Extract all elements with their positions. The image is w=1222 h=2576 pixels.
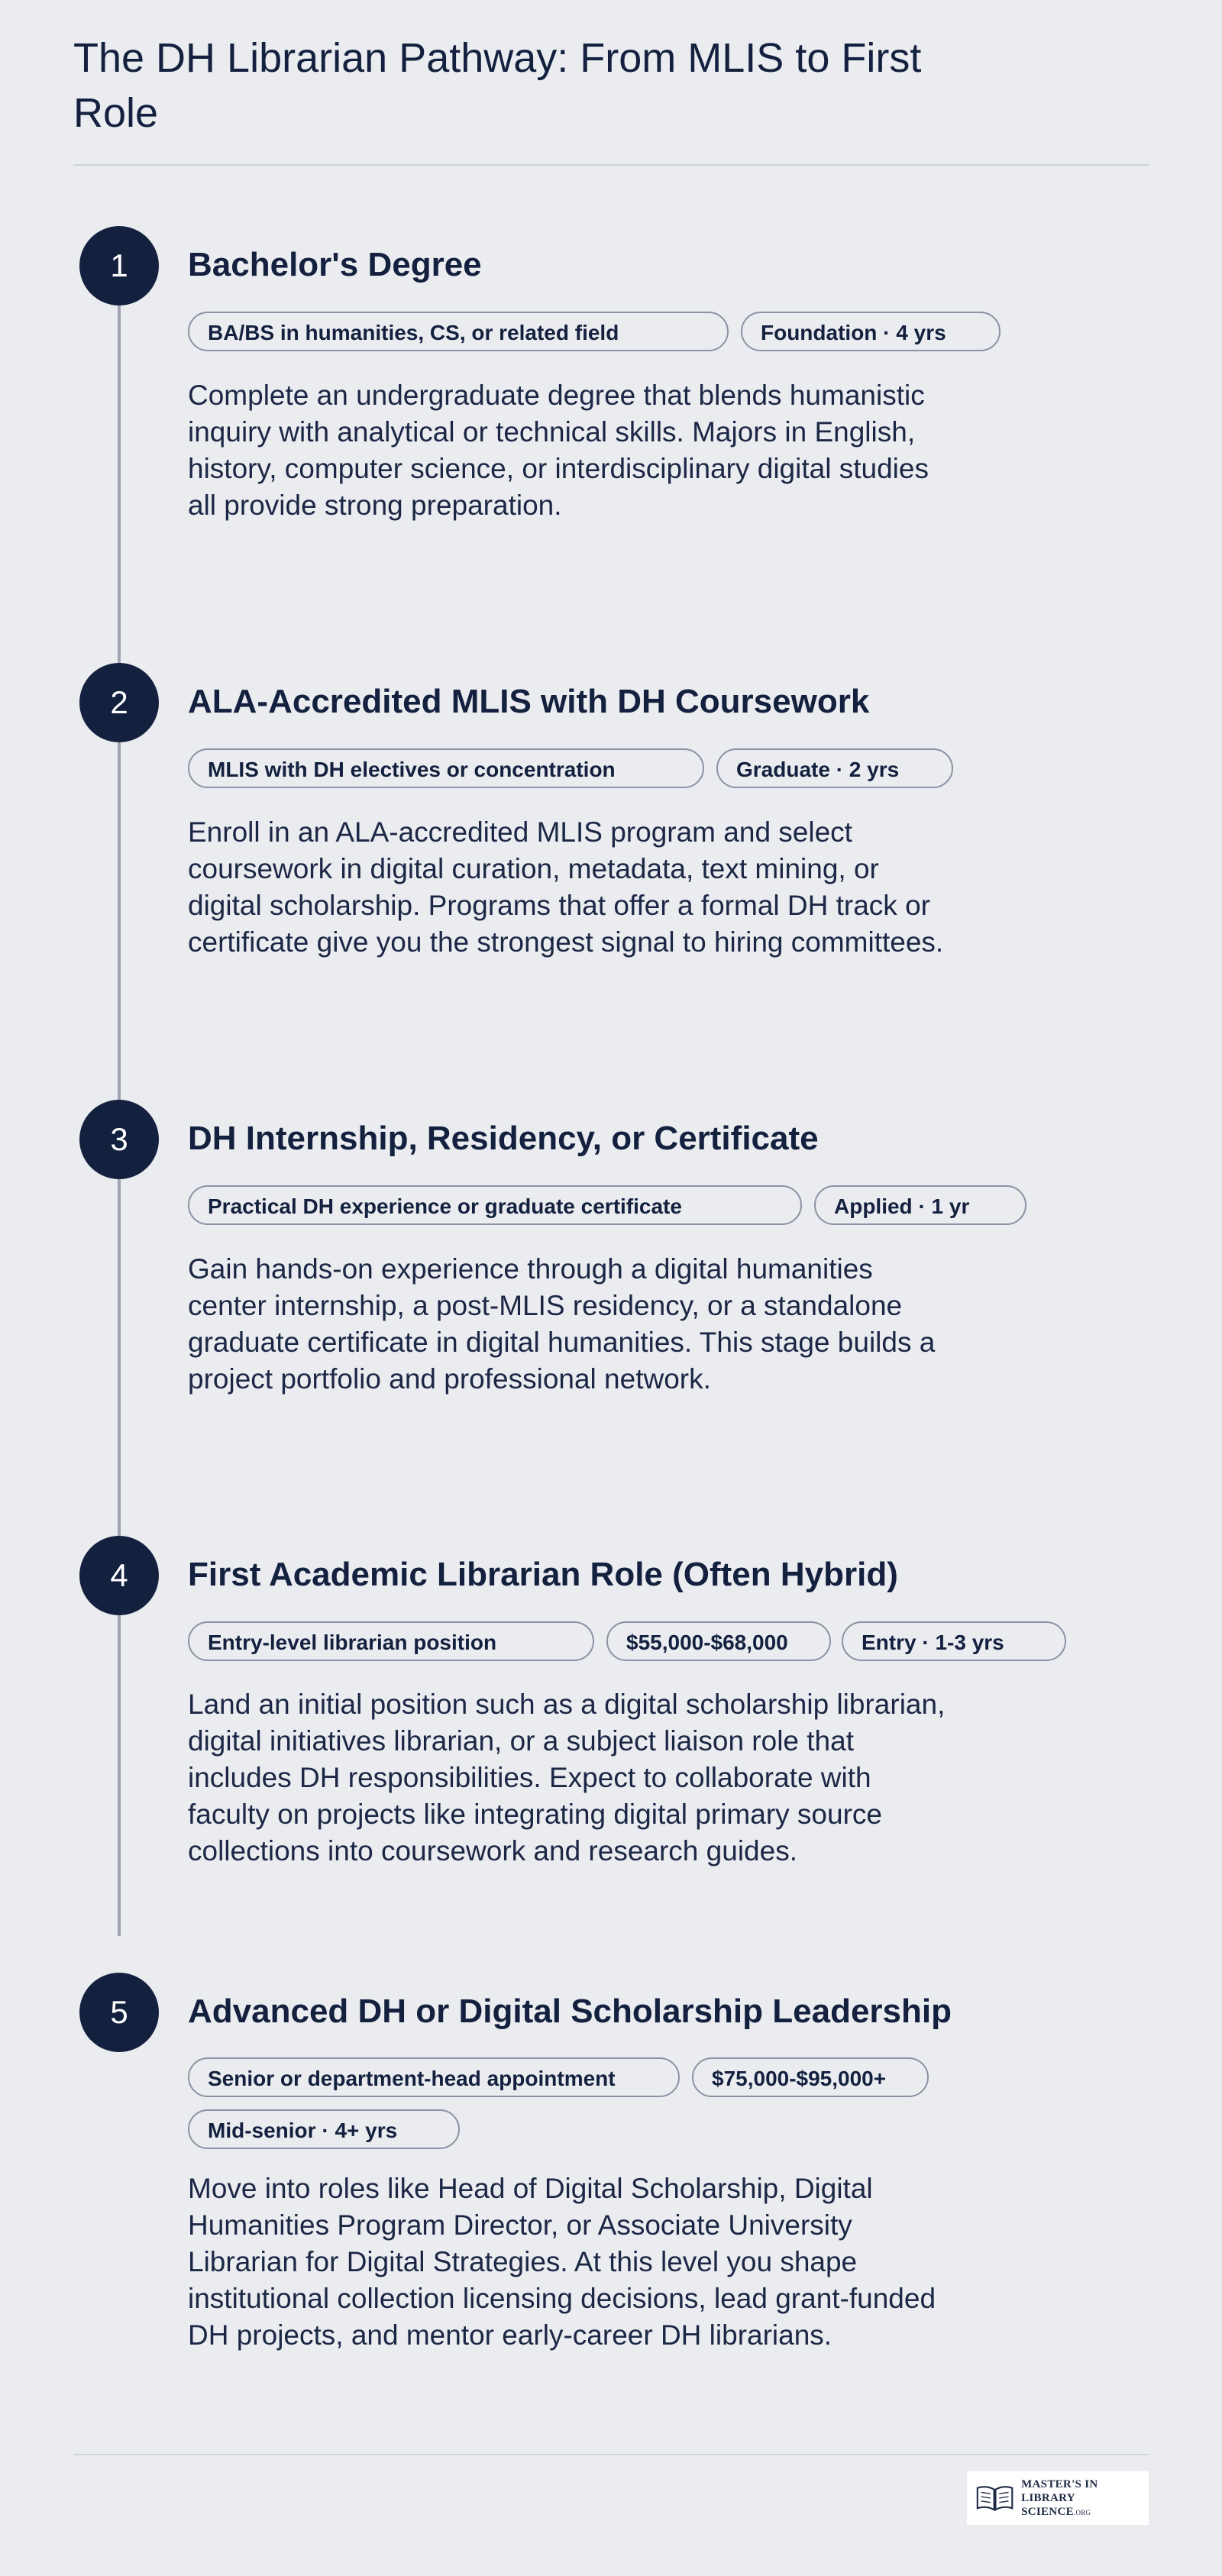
step-number-badge: 2 bbox=[79, 663, 159, 742]
tag-level: MLIS with DH electives or concentration bbox=[188, 748, 704, 788]
step-number-badge: 4 bbox=[79, 1536, 159, 1615]
tag-stage: Graduate · 2 yrs bbox=[716, 748, 953, 788]
step-description: Gain hands-on experience through a digital humanities center internship, a post-MLIS residency, or a standalone graduate certificate in digital humanities. This stage builds a project portfolio and professional network. bbox=[188, 1253, 936, 1395]
site-logo bbox=[967, 2471, 1149, 2525]
tag-stage: Applied · 1 yr bbox=[814, 1185, 1026, 1225]
step-title: DH Internship, Residency, or Certificate bbox=[188, 1120, 819, 1157]
logo-line-2: LIBRARY SCIENCE bbox=[1021, 2491, 1075, 2518]
step-title: Bachelor's Degree bbox=[188, 246, 482, 283]
tag-level: Senior or department-head appointment bbox=[188, 2057, 680, 2097]
logo-suffix: .ORG bbox=[1073, 2508, 1091, 2516]
step-description: Move into roles like Head of Digital Scholarship, Digital Humanities Program Director, or Associate University Librarian for Digital Strategies. At this level you shape institutional collection licensing decisions, lead grant-funded DH projects, and mentor early-career DH librarians. bbox=[188, 2173, 936, 2351]
tag-salary: $55,000-$68,000 bbox=[606, 1621, 831, 1661]
step-description: Enroll in an ALA-accredited MLIS program and select coursework in digital curation, metadata, text mining, or digital scholarship. Programs that offer a formal DH track or certificate give you the strongest signal to hiring committees. bbox=[188, 816, 944, 958]
step-number-badge: 1 bbox=[79, 226, 159, 305]
tag-stage: Mid-senior · 4+ yrs bbox=[188, 2109, 460, 2149]
logo-line-1: MASTER'S IN bbox=[1021, 2477, 1098, 2490]
tag-salary: $75,000-$95,000+ bbox=[692, 2057, 929, 2097]
step-number-badge: 5 bbox=[79, 1973, 159, 2052]
step-description: Land an initial position such as a digital scholarship librarian, digital initiatives librarian, or a subject liaison role that includes DH responsibilities. Expect to collaborate with faculty on projects like integrating digital primary source collections into coursework and research guides. bbox=[188, 1689, 946, 1867]
tag-stage: Entry · 1-3 yrs bbox=[842, 1621, 1066, 1661]
page-title: The DH Librarian Pathway: From MLIS to First Role bbox=[73, 35, 922, 136]
tag-level: BA/BS in humanities, CS, or related field bbox=[188, 312, 729, 351]
open-book-icon bbox=[975, 2481, 1015, 2515]
tag-stage: Foundation · 4 yrs bbox=[741, 312, 1001, 351]
step-title: Advanced DH or Digital Scholarship Leadership bbox=[188, 1993, 952, 2030]
header-divider bbox=[73, 164, 1149, 166]
step-title: ALA-Accredited MLIS with DH Coursework bbox=[188, 683, 870, 720]
step-title: First Academic Librarian Role (Often Hybrid) bbox=[188, 1556, 898, 1593]
tag-level: Entry-level librarian position bbox=[188, 1621, 594, 1661]
logo-text bbox=[1021, 2477, 1141, 2519]
tag-level: Practical DH experience or graduate certificate bbox=[188, 1185, 802, 1225]
footer-divider bbox=[73, 2454, 1149, 2455]
step-number-badge: 3 bbox=[79, 1100, 159, 1179]
step-description: Complete an undergraduate degree that blends humanistic inquiry with analytical or technical skills. Majors in English, history, computer science, or interdisciplinary digital studies all provide strong preparation. bbox=[188, 380, 929, 521]
